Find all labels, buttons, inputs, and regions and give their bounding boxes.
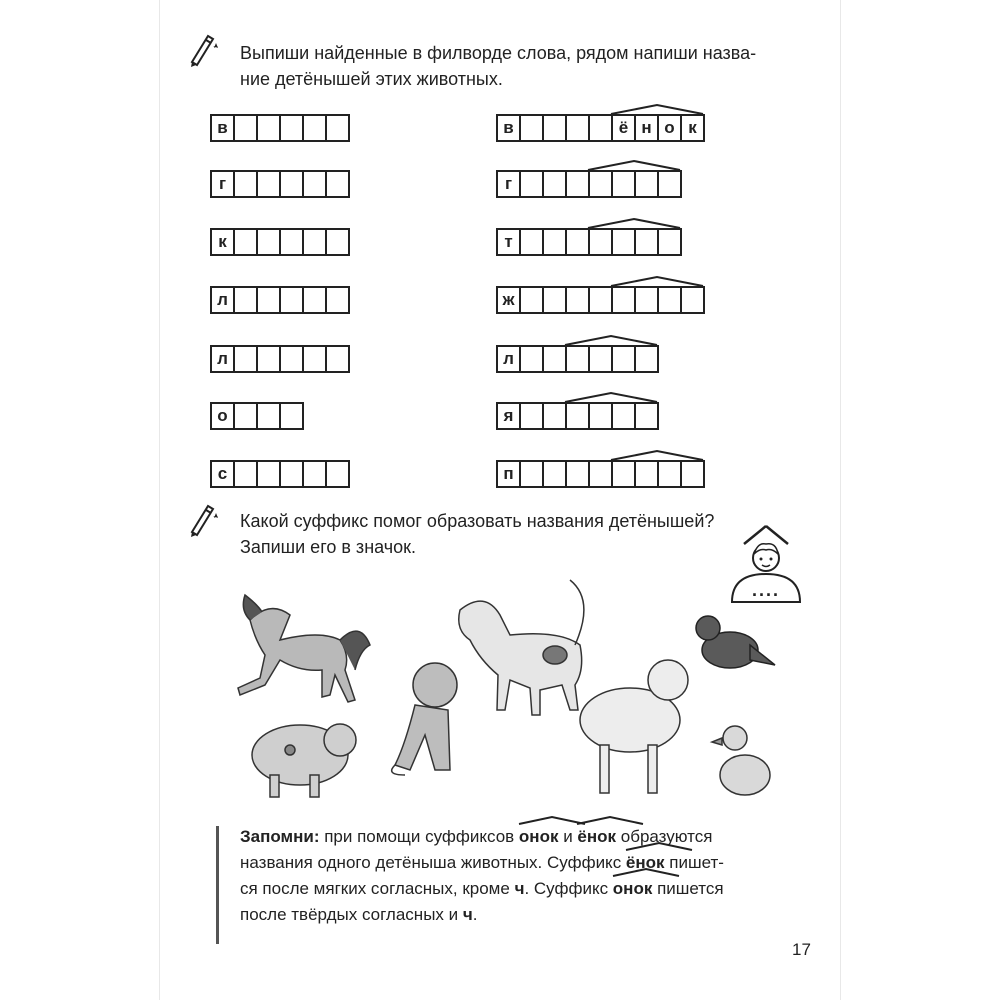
letter-cell[interactable] [519, 402, 544, 430]
suffix-mark [586, 159, 682, 171]
duckling-image [712, 726, 770, 795]
suffix-mark [563, 334, 659, 346]
letter-cell[interactable] [233, 170, 258, 198]
suffix-onok: онок [519, 824, 559, 850]
letter-cell[interactable] [256, 460, 281, 488]
first-letter-cell: в [210, 114, 235, 142]
letter-cell[interactable] [657, 286, 682, 314]
letter-cell[interactable] [325, 460, 350, 488]
letter-cell[interactable] [279, 228, 304, 256]
letter-cell[interactable] [233, 114, 258, 142]
letter-cell[interactable] [256, 345, 281, 373]
letter-cell[interactable] [611, 170, 636, 198]
page-number: 17 [792, 940, 811, 959]
letter-cell[interactable] [634, 460, 659, 488]
letter-cell[interactable] [634, 228, 659, 256]
letter-cell[interactable] [542, 114, 567, 142]
letter-cell[interactable] [634, 345, 659, 373]
letter-cell[interactable] [279, 170, 304, 198]
letter-cell[interactable] [325, 114, 350, 142]
pencil-icon [188, 32, 218, 68]
first-letter-cell: т [496, 228, 521, 256]
letter-cell[interactable] [519, 460, 544, 488]
lamb-image [580, 660, 688, 793]
crow-image [696, 616, 775, 668]
letter-cell[interactable] [680, 286, 705, 314]
letter-cell[interactable] [233, 286, 258, 314]
letter-cell[interactable] [542, 345, 567, 373]
suffix-onok: онок [613, 876, 653, 902]
letter-cell[interactable] [325, 345, 350, 373]
suffix-badge-dots: .... [752, 580, 781, 600]
memo-text: . Суффикс [524, 879, 613, 898]
task1-line1: Выпиши найденные в филворде слова, рядом напиши назва- [240, 43, 757, 63]
letter-cell[interactable]: ё [611, 114, 636, 142]
task2-text [240, 508, 714, 560]
first-letter-cell: о [210, 402, 235, 430]
task1-line2: ние детёнышей этих животных. [240, 69, 503, 89]
letter-cell[interactable] [302, 345, 327, 373]
memo-text: названия одного детёныша животных. Суффикс [240, 853, 626, 872]
suffix-mark [586, 217, 682, 229]
first-letter-cell: г [496, 170, 521, 198]
letter-cell[interactable] [233, 345, 258, 373]
letter-cell[interactable] [302, 460, 327, 488]
task2-line1: Какой суффикс помог образовать названия детёнышей? [240, 511, 715, 531]
memo-text: после твёрдых согласных и [240, 905, 463, 924]
letter-cell[interactable] [325, 170, 350, 198]
memo-text: и [558, 827, 578, 846]
memo-label: Запомни: [240, 827, 320, 846]
letter-cell[interactable] [565, 228, 590, 256]
task2-line2: Запиши его в значок. [240, 537, 417, 557]
suffix-mark [609, 103, 705, 115]
letter-cell[interactable] [256, 170, 281, 198]
memo-text: . [472, 905, 478, 924]
letter-cell[interactable] [302, 114, 327, 142]
letter-cell[interactable]: к [680, 114, 705, 142]
animals-illustration [210, 560, 800, 820]
letter-cell[interactable] [588, 345, 613, 373]
letter-cell[interactable] [519, 345, 544, 373]
letter-cell[interactable] [634, 402, 659, 430]
letter-cell[interactable] [588, 114, 613, 142]
first-letter-cell: г [210, 170, 235, 198]
letter-cell[interactable] [279, 402, 304, 430]
first-letter-cell: с [210, 460, 235, 488]
letter-cell[interactable]: н [634, 114, 659, 142]
suffix-enok: ёнок [577, 824, 616, 850]
letter-cell[interactable] [256, 228, 281, 256]
letter-cell[interactable] [588, 286, 613, 314]
foal-image [238, 595, 370, 702]
letter-cell[interactable] [542, 460, 567, 488]
letter-cell[interactable] [565, 345, 590, 373]
letter-cell[interactable] [611, 460, 636, 488]
letter-cell[interactable] [588, 460, 613, 488]
memo-text: пишет- [664, 853, 724, 872]
letter-cell[interactable] [325, 228, 350, 256]
letter-cell[interactable] [542, 402, 567, 430]
letter-cell[interactable] [542, 228, 567, 256]
letter-cell[interactable] [302, 170, 327, 198]
letter-cell[interactable] [611, 402, 636, 430]
first-letter-cell: п [496, 460, 521, 488]
letter-cell[interactable] [256, 114, 281, 142]
letter-cell[interactable] [680, 460, 705, 488]
letter-cell[interactable] [611, 286, 636, 314]
memo-text: ся после мягких согласных, кроме [240, 879, 515, 898]
letter-cell[interactable] [657, 170, 682, 198]
letter-cell[interactable] [519, 170, 544, 198]
letter-cell[interactable] [611, 228, 636, 256]
letter-cell[interactable] [519, 286, 544, 314]
letter-cell[interactable] [634, 286, 659, 314]
letter-cell[interactable] [611, 345, 636, 373]
suffix-mark [563, 391, 659, 403]
letter-ch: ч [514, 879, 525, 898]
suffix-mark [609, 449, 705, 461]
letter-ch: ч [462, 905, 473, 924]
letter-cell[interactable] [542, 286, 567, 314]
letter-cell[interactable] [588, 402, 613, 430]
first-letter-cell: к [210, 228, 235, 256]
letter-cell[interactable] [302, 286, 327, 314]
letter-cell[interactable] [279, 460, 304, 488]
memo-text: при помощи суффиксов [319, 827, 519, 846]
letter-cell[interactable] [542, 170, 567, 198]
task1-text [240, 40, 756, 92]
letter-cell[interactable] [657, 228, 682, 256]
letter-cell[interactable] [519, 114, 544, 142]
letter-cell[interactable] [279, 345, 304, 373]
calf-image [459, 580, 584, 715]
letter-cell[interactable] [565, 286, 590, 314]
first-letter-cell: л [210, 345, 235, 373]
piglet-image [252, 724, 356, 797]
letter-cell[interactable] [565, 170, 590, 198]
letter-cell[interactable] [588, 170, 613, 198]
letter-cell[interactable] [256, 402, 281, 430]
letter-cell[interactable]: о [657, 114, 682, 142]
lion-cub-image [392, 663, 457, 775]
letter-cell[interactable] [233, 460, 258, 488]
first-letter-cell: в [496, 114, 521, 142]
letter-cell[interactable] [325, 286, 350, 314]
first-letter-cell: л [496, 345, 521, 373]
letter-cell[interactable] [634, 170, 659, 198]
memo-rule [240, 824, 724, 928]
letter-cell[interactable] [588, 228, 613, 256]
suffix-enok: ёнок [626, 850, 665, 876]
pencil-icon [188, 502, 218, 538]
letter-cell[interactable] [565, 402, 590, 430]
memo-text: образуются [616, 827, 713, 846]
letter-cell[interactable] [565, 460, 590, 488]
letter-cell[interactable] [279, 286, 304, 314]
first-letter-cell: ж [496, 286, 521, 314]
letter-cell[interactable] [565, 114, 590, 142]
memo-text: пишется [652, 879, 724, 898]
letter-cell[interactable] [256, 286, 281, 314]
letter-cell[interactable] [233, 402, 258, 430]
first-letter-cell: л [210, 286, 235, 314]
suffix-mark [609, 275, 705, 287]
first-letter-cell: я [496, 402, 521, 430]
memo-bar [216, 826, 219, 944]
letter-cell[interactable] [519, 228, 544, 256]
letter-cell[interactable] [233, 228, 258, 256]
letter-cell[interactable] [279, 114, 304, 142]
letter-cell[interactable] [302, 228, 327, 256]
letter-cell[interactable] [657, 460, 682, 488]
